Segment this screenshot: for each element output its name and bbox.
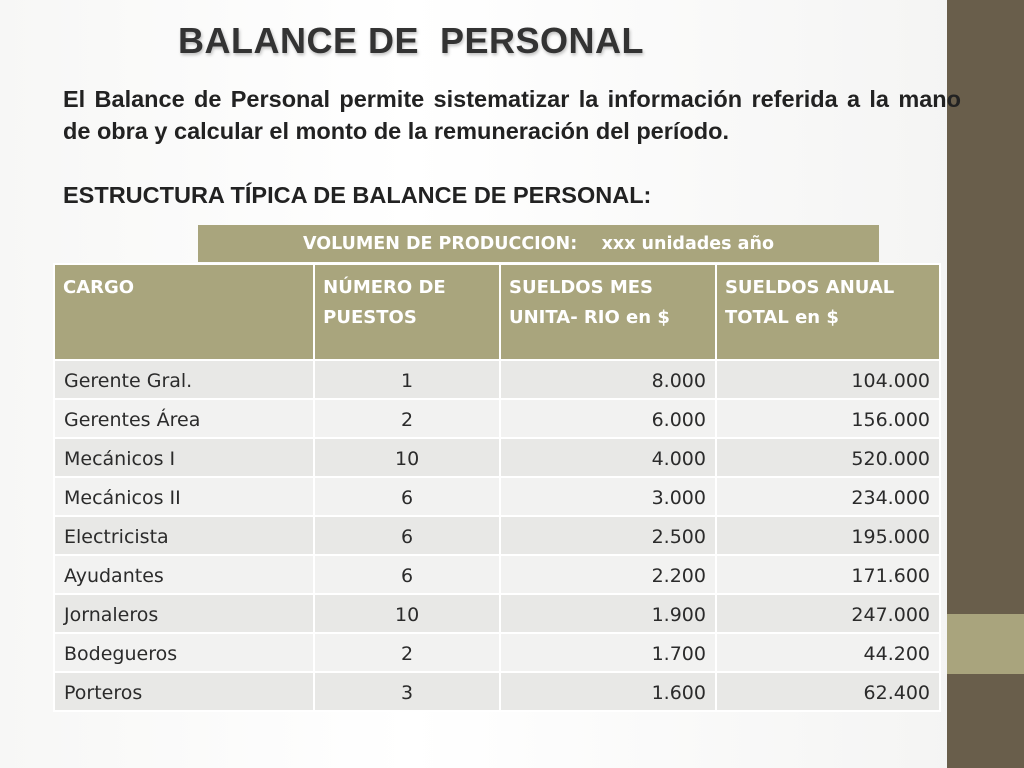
cell-sueldo-mes: 6.000	[501, 400, 715, 437]
cell-sueldo-anual: 104.000	[717, 361, 939, 398]
production-volume-banner: VOLUMEN DE PRODUCCION: xxx unidades año	[198, 225, 879, 262]
intro-paragraph: El Balance de Personal permite sistematizar la información referida a la mano de obra y calcular el monto de la remuneración del período.	[63, 86, 961, 144]
cell-puestos: 6	[315, 517, 499, 554]
cell-sueldo-mes: 3.000	[501, 478, 715, 515]
cell-puestos: 2	[315, 400, 499, 437]
cell-puestos: 10	[315, 595, 499, 632]
cell-puestos: 10	[315, 439, 499, 476]
table-row	[55, 400, 939, 437]
cell-cargo: Mecánicos I	[55, 439, 313, 476]
cell-sueldo-anual: 62.400	[717, 673, 939, 710]
cell-cargo: Mecánicos II	[55, 478, 313, 515]
cell-puestos: 2	[315, 634, 499, 671]
cell-sueldo-mes: 2.200	[501, 556, 715, 593]
cell-cargo: Electricista	[55, 517, 313, 554]
cell-sueldo-anual: 520.000	[717, 439, 939, 476]
cell-sueldo-anual: 171.600	[717, 556, 939, 593]
cell-puestos: 6	[315, 478, 499, 515]
table-row	[55, 595, 939, 632]
cell-cargo: Porteros	[55, 673, 313, 710]
decorative-sidebar-accent	[947, 614, 1024, 674]
cell-sueldo-mes: 4.000	[501, 439, 715, 476]
column-header-numero-puestos: NÚMERO DE PUESTOS	[315, 265, 499, 359]
cell-sueldo-anual: 247.000	[717, 595, 939, 632]
table-row	[55, 478, 939, 515]
cell-puestos: 6	[315, 556, 499, 593]
table-row	[55, 517, 939, 554]
table-row	[55, 556, 939, 593]
column-header-cargo: CARGO	[55, 265, 313, 359]
personnel-balance-table-container	[53, 263, 941, 712]
table-row	[55, 361, 939, 398]
cell-cargo: Bodegueros	[55, 634, 313, 671]
cell-sueldo-mes: 1.700	[501, 634, 715, 671]
table-header-row	[55, 265, 939, 359]
cell-puestos: 1	[315, 361, 499, 398]
column-header-sueldos-anual: SUELDOS ANUAL TOTAL en $	[717, 265, 939, 359]
cell-sueldo-mes: 1.600	[501, 673, 715, 710]
cell-cargo: Gerente Gral.	[55, 361, 313, 398]
cell-cargo: Gerentes Área	[55, 400, 313, 437]
section-subtitle: ESTRUCTURA TÍPICA DE BALANCE DE PERSONAL:	[63, 182, 652, 208]
slide-title: BALANCE DE PERSONAL	[178, 20, 645, 61]
table-row	[55, 634, 939, 671]
cell-cargo: Ayudantes	[55, 556, 313, 593]
table-row	[55, 439, 939, 476]
personnel-balance-table	[53, 263, 941, 712]
column-header-sueldos-mes: SUELDOS MES UNITA- RIO en $	[501, 265, 715, 359]
cell-sueldo-mes: 1.900	[501, 595, 715, 632]
cell-puestos: 3	[315, 673, 499, 710]
cell-sueldo-mes: 8.000	[501, 361, 715, 398]
cell-sueldo-anual: 156.000	[717, 400, 939, 437]
cell-sueldo-anual: 44.200	[717, 634, 939, 671]
cell-sueldo-anual: 234.000	[717, 478, 939, 515]
cell-cargo: Jornaleros	[55, 595, 313, 632]
table-row	[55, 673, 939, 710]
cell-sueldo-anual: 195.000	[717, 517, 939, 554]
cell-sueldo-mes: 2.500	[501, 517, 715, 554]
